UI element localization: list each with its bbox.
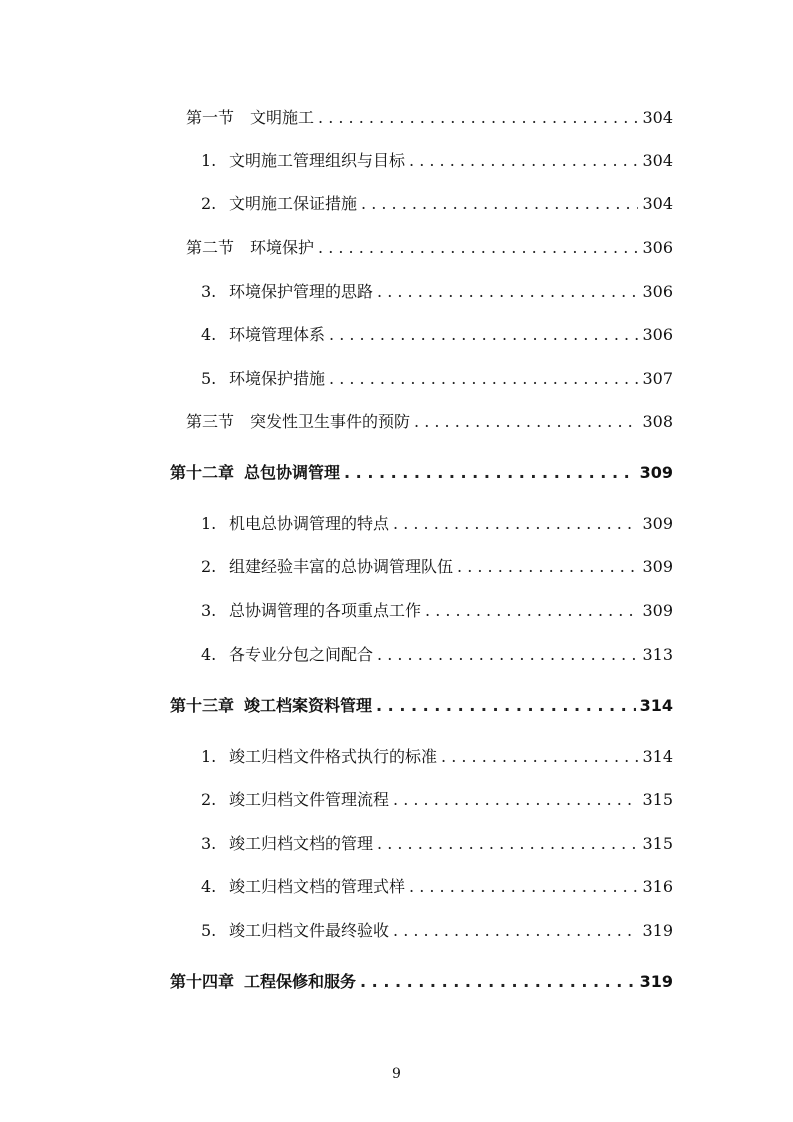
entry-title: 文明施工 <box>250 108 315 127</box>
chapter-label: 第十二章 <box>170 463 235 482</box>
dot-leader <box>377 279 638 305</box>
item-number: 4. <box>201 325 217 344</box>
dot-leader <box>360 969 636 995</box>
item-number: 1. <box>201 747 217 766</box>
toc-entry[interactable] <box>201 191 673 217</box>
entry-page-number: 309 <box>639 463 673 482</box>
entry-title: 组建经验丰富的总协调管理队伍 <box>229 557 454 576</box>
dot-leader <box>361 191 638 217</box>
toc-entry[interactable] <box>186 105 673 131</box>
dot-leader <box>377 831 638 857</box>
section-label: 第一节 <box>186 108 235 127</box>
entry-page-number: 304 <box>642 108 673 127</box>
toc-entry[interactable] <box>201 787 673 813</box>
toc-entry[interactable] <box>201 918 673 944</box>
entry-page-number: 304 <box>642 151 673 170</box>
entry-page-number: 309 <box>642 601 673 620</box>
dot-leader <box>329 366 638 392</box>
dot-leader <box>414 409 638 435</box>
entry-title: 竣工档案资料管理 <box>244 696 373 715</box>
toc-entry[interactable] <box>201 279 673 305</box>
entry-page-number: 319 <box>639 972 673 991</box>
toc-entry[interactable] <box>201 366 673 392</box>
section-label: 第二节 <box>186 238 235 257</box>
toc-entry[interactable] <box>201 744 673 770</box>
entry-title: 文明施工管理组织与目标 <box>229 151 406 170</box>
dot-leader <box>318 235 638 261</box>
dot-leader <box>393 511 638 537</box>
toc-entry[interactable] <box>201 874 673 900</box>
entry-title: 文明施工保证措施 <box>229 194 358 213</box>
entry-page-number: 306 <box>642 325 673 344</box>
entry-page-number: 315 <box>642 790 673 809</box>
entry-page-number: 309 <box>642 557 673 576</box>
entry-title: 竣工归档文档的管理式样 <box>229 877 406 896</box>
item-number: 3. <box>201 834 217 853</box>
entry-title: 总包协调管理 <box>244 463 341 482</box>
entry-page-number: 314 <box>642 747 673 766</box>
entry-title: 竣工归档文件格式执行的标准 <box>229 747 438 766</box>
entry-page-number: 304 <box>642 194 673 213</box>
chapter-label: 第十四章 <box>170 972 235 991</box>
toc-entry[interactable] <box>201 322 673 348</box>
entry-title: 竣工归档文档的管理 <box>229 834 374 853</box>
item-number: 5. <box>201 921 217 940</box>
entry-page-number: 306 <box>642 238 673 257</box>
dot-leader <box>393 787 638 813</box>
item-number: 2. <box>201 790 217 809</box>
entry-title: 环境保护管理的思路 <box>229 282 374 301</box>
toc-entry[interactable] <box>186 235 673 261</box>
entry-page-number: 314 <box>639 696 673 715</box>
toc-entry[interactable] <box>170 693 673 719</box>
dot-leader <box>376 693 636 719</box>
toc-entry[interactable] <box>201 554 673 580</box>
dot-leader <box>457 554 638 580</box>
entry-title: 突发性卫生事件的预防 <box>250 412 411 431</box>
section-label: 第三节 <box>186 412 235 431</box>
chapter-label: 第十三章 <box>170 696 235 715</box>
entry-page-number: 308 <box>642 412 673 431</box>
entry-title: 各专业分包之间配合 <box>229 645 374 664</box>
entry-title: 环境管理体系 <box>229 325 326 344</box>
item-number: 3. <box>201 601 217 620</box>
toc-entry[interactable] <box>170 969 673 995</box>
dot-leader <box>377 642 638 668</box>
toc-entry[interactable] <box>201 831 673 857</box>
toc-entry[interactable] <box>201 148 673 174</box>
entry-page-number: 313 <box>642 645 673 664</box>
dot-leader <box>329 322 638 348</box>
item-number: 4. <box>201 877 217 896</box>
entry-title: 机电总协调管理的特点 <box>229 514 390 533</box>
entry-page-number: 319 <box>642 921 673 940</box>
toc-entry[interactable] <box>170 460 673 486</box>
entry-page-number: 309 <box>642 514 673 533</box>
dot-leader <box>441 744 638 770</box>
dot-leader <box>344 460 636 486</box>
entry-page-number: 315 <box>642 834 673 853</box>
entry-page-number: 306 <box>642 282 673 301</box>
dot-leader <box>425 598 638 624</box>
entry-title: 竣工归档文件最终验收 <box>229 921 390 940</box>
page-number: 9 <box>392 1066 401 1082</box>
entry-title: 环境保护 <box>250 238 315 257</box>
item-number: 4. <box>201 645 217 664</box>
toc-entry[interactable] <box>201 642 673 668</box>
item-number: 3. <box>201 282 217 301</box>
toc-entry[interactable] <box>201 511 673 537</box>
dot-leader <box>393 918 638 944</box>
item-number: 5. <box>201 369 217 388</box>
entry-page-number: 307 <box>642 369 673 388</box>
item-number: 1. <box>201 514 217 533</box>
dot-leader <box>409 148 638 174</box>
item-number: 2. <box>201 557 217 576</box>
item-number: 2. <box>201 194 217 213</box>
entry-title: 环境保护措施 <box>229 369 326 388</box>
entry-page-number: 316 <box>642 877 673 896</box>
toc-entry[interactable] <box>201 598 673 624</box>
toc-entry[interactable] <box>186 409 673 435</box>
dot-leader <box>318 105 638 131</box>
entry-title: 工程保修和服务 <box>244 972 357 991</box>
entry-title: 总协调管理的各项重点工作 <box>229 601 422 620</box>
item-number: 1. <box>201 151 217 170</box>
entry-title: 竣工归档文件管理流程 <box>229 790 390 809</box>
dot-leader <box>409 874 638 900</box>
